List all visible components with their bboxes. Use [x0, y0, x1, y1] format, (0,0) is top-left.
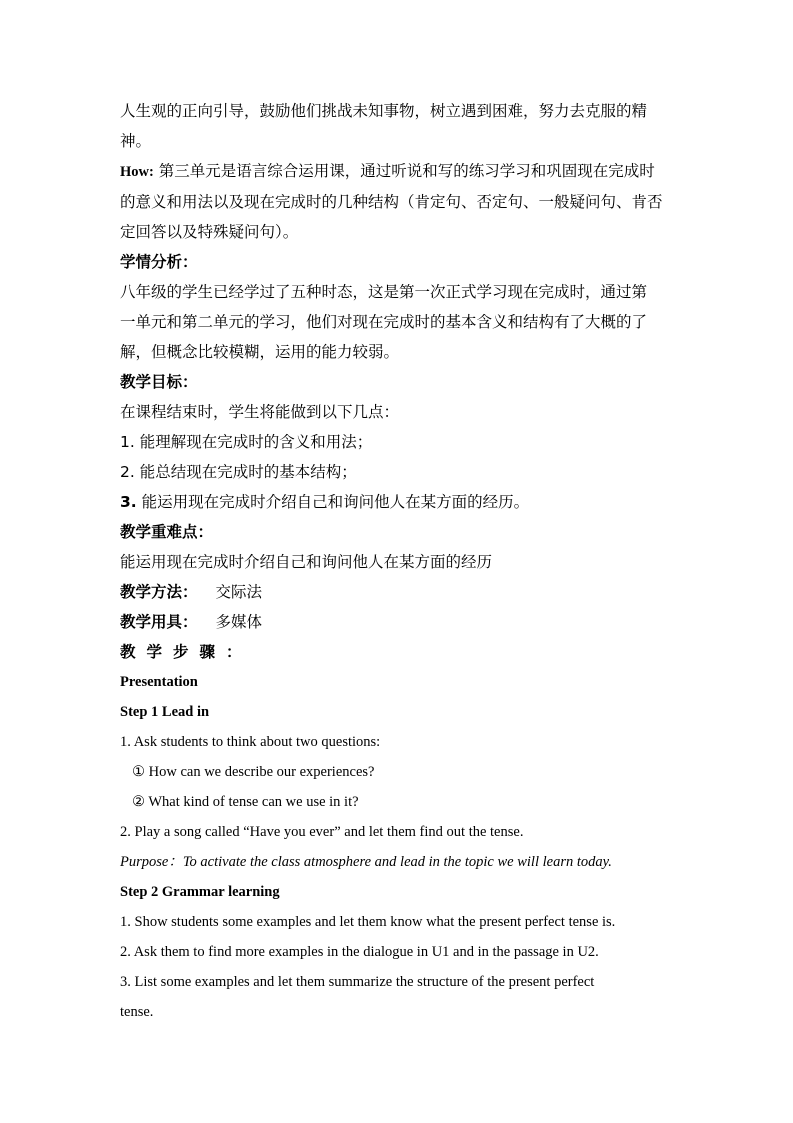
step2-item: tense. [120, 1004, 154, 1020]
step1-item: 2. Play a song called “Have you ever” and let them find out the tense. [120, 824, 524, 840]
document-page [120, 96, 680, 1027]
how-line: 的意义和用法以及现在完成时的几种结构（肯定句、否定句、一般疑问句、肯否 [120, 193, 663, 211]
how-line: 定回答以及特殊疑问句）。 [120, 223, 299, 241]
step2-item: 2. Ask them to find more examples in the dialogue in U1 and in the passage in U2. [120, 944, 599, 960]
goals-heading: 教学目标： [120, 373, 198, 391]
analysis-line: 八年级的学生已经学过了五种时态，这是第一次正式学习现在完成时，通过第 [120, 283, 648, 301]
key-points-heading: 教学重难点： [120, 523, 214, 541]
method-line [120, 577, 680, 607]
presentation-heading: Presentation [120, 674, 198, 690]
step1-question: ① How can we describe our experiences? [132, 764, 375, 780]
goal-item: 2. 能总结现在完成时的基本结构； [120, 463, 357, 481]
how-text: 第三单元是语言综合运用课，通过听说和写的练习学习和巩固现在完成时 [158, 162, 655, 180]
analysis-line: 解，但概念比较模糊，运用的能力较弱。 [120, 343, 400, 361]
goals-intro: 在课程结束时，学生将能做到以下几点： [120, 403, 400, 421]
goal-item [120, 487, 680, 517]
method-value: 交际法 [215, 583, 263, 601]
analysis-line: 一单元和第二单元的学习，他们对现在完成时的基本含义和结构有了大概的了 [120, 313, 648, 331]
goal-item-number: 3. [120, 493, 137, 511]
step1-purpose: Purpose：To activate the class atmosphere and lead in the topic we will learn today. [120, 854, 612, 870]
step2-title: Step 2 Grammar learning [120, 884, 280, 900]
goal-item-text: 能运用现在完成时介绍自己和询问他人在某方面的经历。 [141, 493, 530, 511]
intro-line: 神。 [120, 132, 152, 150]
key-points-text: 能运用现在完成时介绍自己和询问他人在某方面的经历 [120, 553, 493, 571]
how-label: How: [120, 164, 154, 180]
step1-question: ② What kind of tense can we use in it? [132, 794, 359, 810]
step2-item: 3. List some examples and let them summarize the structure of the present perfect [120, 974, 595, 990]
tools-label: 教学用具： [120, 613, 198, 631]
tools-value: 多媒体 [215, 613, 263, 631]
method-label: 教学方法： [120, 583, 198, 601]
steps-heading: 教学步骤： [120, 643, 253, 661]
intro-line: 人生观的正向引导，鼓励他们挑战未知事物，树立遇到困难，努力去克服的精 [120, 102, 648, 120]
step1-title: Step 1 Lead in [120, 704, 210, 720]
step1-item: 1. Ask students to think about two questions: [120, 734, 381, 750]
analysis-heading: 学情分析： [120, 253, 198, 271]
tools-line [120, 607, 680, 637]
how-paragraph [120, 156, 680, 187]
goal-item: 1. 能理解现在完成时的含义和用法； [120, 433, 373, 451]
step2-item: 1. Show students some examples and let them know what the present perfect tense is. [120, 914, 616, 930]
